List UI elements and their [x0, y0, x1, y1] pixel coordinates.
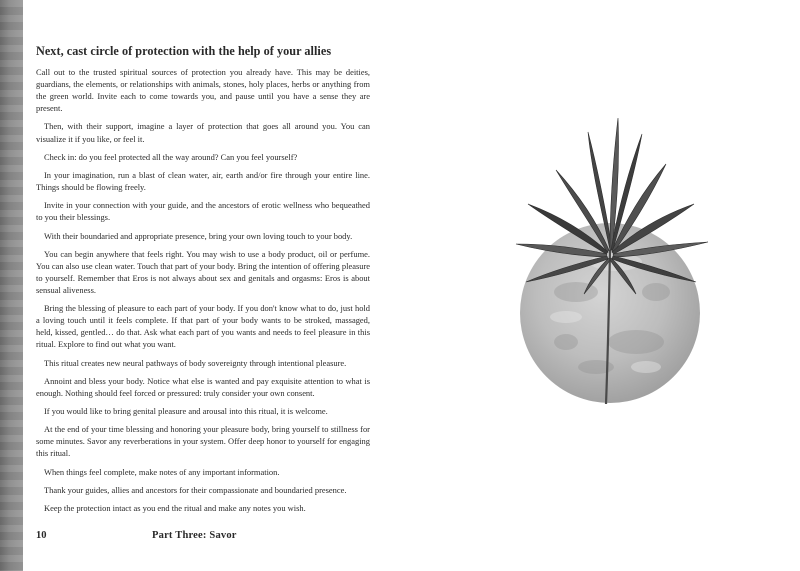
palm-leaf-moon-illustration	[506, 112, 721, 407]
paragraph: You can begin anywhere that feels right. You may wish to use a body product, oil or perfume. You can also use clean water. Touch that part of your body. Bring the intention of offering pleasure to yourself. Remember that Eros is not always about sex and genitals and orgasms: Eros is about sensual aliveness.	[36, 248, 370, 295]
left-page	[23, 0, 401, 571]
paragraph: Then, with their support, imagine a layer of protection that goes all around you. You can visualize it if you like, or feel it.	[36, 121, 370, 144]
paragraph: Check in: do you feel protected all the way around? Can you feel yourself?	[44, 151, 298, 162]
section-heading: Next, cast circle of protection with the help of your allies	[36, 44, 332, 58]
paragraph: Annoint and bless your body. Notice what else is wanted and pay exquisite attention to what is enough. Nothing should feel forced or pressured: truly consider your own consent.	[36, 375, 370, 398]
paragraph: If you would like to bring genital pleasure and arousal into this ritual, it is welcome.	[44, 406, 328, 417]
page-number: 10	[36, 530, 47, 541]
body-text	[36, 66, 370, 520]
paragraph: At the end of your time blessing and honoring your pleasure body, bring yourself to stillness for some minutes. Savor any reverberations in your system. Offer deep honor to yourself for engaging this ritual.	[36, 424, 370, 459]
running-head: Part Three: Savor	[152, 530, 237, 541]
paragraph: Thank your guides, allies and ancestors for their compassionate and boundaried presence.	[44, 484, 347, 495]
paragraph: Call out to the trusted spiritual sources of protection you already have. This may be deities, guardians, the elements, or relationships with animals, stones, holy places, herbs or anything from the green world. Invite each to come towards you, and pause until you have a sense they are present.	[36, 67, 370, 114]
page-edge	[0, 0, 23, 571]
paragraph: When things feel complete, make notes of any important information.	[44, 466, 280, 477]
paragraph: With their boundaried and appropriate presence, bring your own loving touch to your body.	[44, 230, 353, 241]
paragraph: Bring the blessing of pleasure to each part of your body. If you don't know what to do, just hold a loving touch until it feels complete. If that part of your body wants to be stroked, massaged, held, kissed, gentled… do that. Ask what each part of you wants and needs to feel pleasure in this ritual. Explore to find out what you want.	[36, 303, 370, 350]
right-page	[401, 0, 800, 571]
paragraph: Invite in your connection with your guide, and the ancestors of erotic wellness who bequeathed to you their blessings.	[36, 200, 370, 223]
paragraph: This ritual creates new neural pathways of body sovereignty through intentional pleasure.	[44, 357, 347, 368]
paragraph: Keep the protection intact as you end the ritual and make any notes you wish.	[44, 503, 306, 514]
paragraph: In your imagination, run a blast of clean water, air, earth and/or fire through your entire line. Things should be flowing freely.	[36, 169, 370, 193]
